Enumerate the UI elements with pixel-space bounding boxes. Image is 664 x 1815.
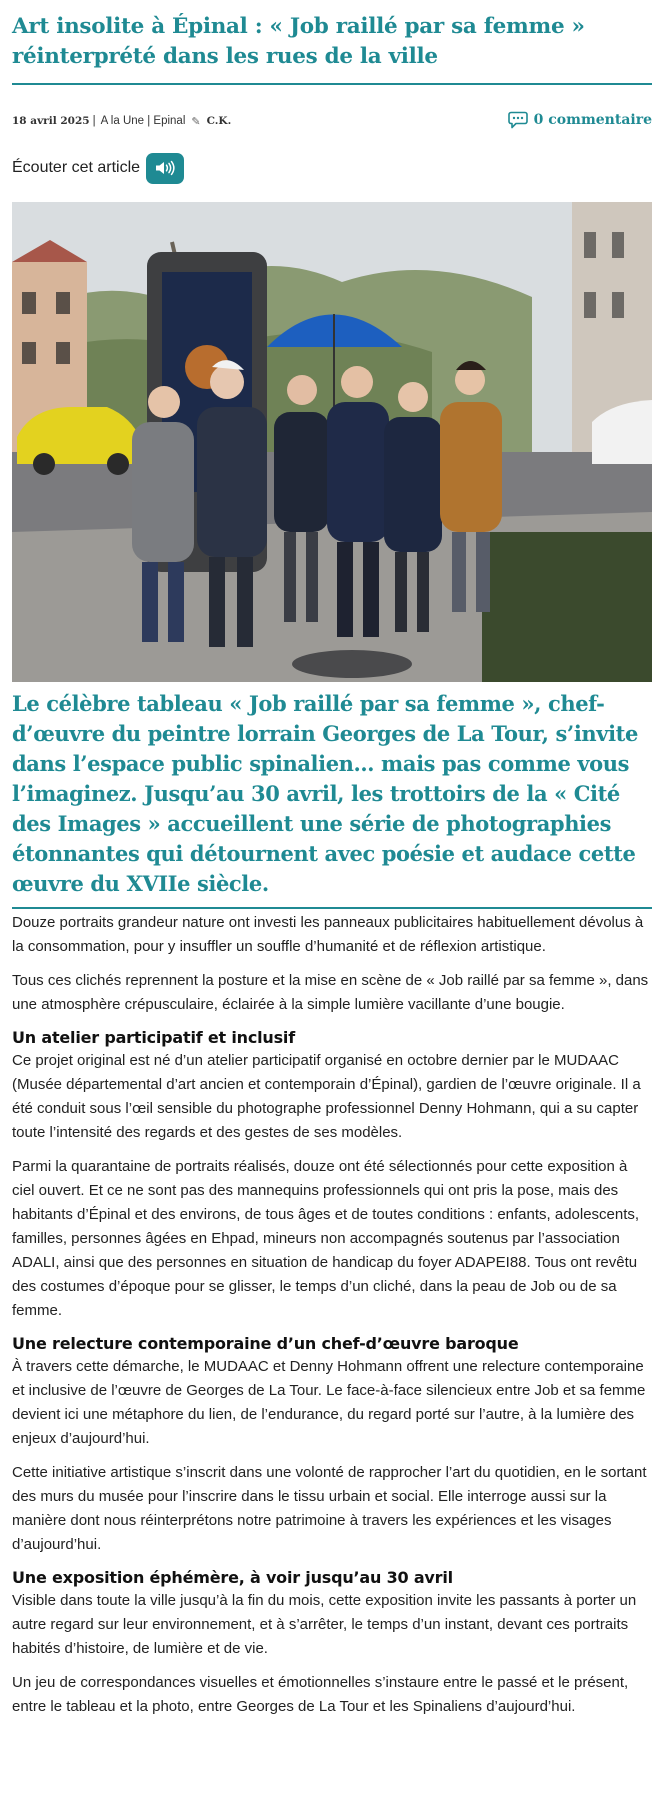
lead-divider <box>12 907 652 909</box>
paragraph: Un jeu de correspondances visuelles et émotionnelles s’instaure entre le passé et le présent, entre le tableau et la photo, entre Georges de La Tour et les Spinaliens d’aujourd’hui. <box>12 1674 629 1715</box>
paragraph: Parmi la quarantaine de portraits réalisés, douze ont été sélectionnés pour cette exposition à ciel ouvert. Et ce ne sont pas des mannequins professionnels qui ont pris la pose, mais des habitants d’Épinal et des environs, de tous âges et de toutes conditions : enfants, adolescents, familles, personnes âgées en Ehpad, mineurs non accompagnés soutenus par l’association ADALI, ainsi que des personnes en situation de handicap du foyer ADAPEI88. Tous ont revêtu des costumes d’époque pour se glisser, le temps d’un cliché, dans la peau de Job ou de sa femme. <box>12 1158 640 1319</box>
paragraph: À travers cette démarche, le MUDAAC et Denny Hohmann offrent une relecture contemporaine et inclusive de l’œuvre de Georges de La Tour. Le face-à-face silencieux entre Job et sa femme devient ici une métaphore du lien, de l’endurance, du regard porté sur l’autre, à la lumière des enjeux d’aujourd’hui. <box>12 1358 646 1447</box>
section-heading: Une relecture contemporaine d’un chef-d’œuvre baroque <box>12 1334 519 1353</box>
article-title: Art insolite à Épinal : « Job raillé par sa femme » réinterprété dans les rues de la ville <box>12 14 585 69</box>
listen-button[interactable] <box>146 153 184 184</box>
article-author[interactable]: C.K. <box>206 115 232 127</box>
paragraph: Cette initiative artistique s’inscrit dans une volonté de rapprocher l’art du quotidien, en le sortant des murs du musée pour l’inscrire dans le tissu urbain et social. Elle interroge aussi sur la manière dont nous réinterprétons notre patrimoine à travers les expériences et les visages d’aujourd’hui. <box>12 1464 647 1553</box>
article-meta <box>12 111 652 131</box>
listen-label: Écouter cet article <box>12 159 141 176</box>
title-divider <box>12 83 652 85</box>
article-category[interactable]: A la Une | Epinal <box>100 115 186 127</box>
article-body <box>12 911 652 1719</box>
article <box>12 0 652 1729</box>
listen-row <box>12 152 652 184</box>
article-lead: Le célèbre tableau « Job raillé par sa femme », chef-d’œuvre du peintre lorrain Georges de La Tour, s’invite dans l’espace public spinalien… mais pas comme vous l’imaginez. Jusqu’au 30 avril, les trottoirs de la « Cité des Images » accueillent une série de photographies étonnantes qui détournent avec poésie et audace cette œuvre du XVIIe siècle. <box>12 691 638 896</box>
speaker-icon <box>154 160 176 176</box>
pencil-icon: ✎ <box>191 115 201 128</box>
section-heading: Un atelier participatif et inclusif <box>12 1028 295 1047</box>
comments-count: 0 commentaire <box>533 112 652 128</box>
meta-separator: | <box>92 115 96 127</box>
paragraph: Visible dans toute la ville jusqu’à la fin du mois, cette exposition invite les passants à porter un autre regard sur leur environnement, et à s’arrêter, le temps d’un instant, devant ces portraits habités d’histoire, de lumière et de vie. <box>12 1592 637 1657</box>
speech-bubble-icon <box>508 111 528 129</box>
paragraph: Douze portraits grandeur nature ont investi les panneaux publicitaires habituellement dévolus à la consommation, pour y insuffler un souffle d’humanité et de réflexion artistique. <box>12 914 644 955</box>
article-photo <box>12 202 652 682</box>
paragraph: Ce projet original est né d’un atelier participatif organisé en octobre dernier par le MUDAAC (Musée départemental d’art ancien et contemporain d’Épinal), gardien de l’œuvre originale. Il a été conduit sous l’œil sensible du photographe professionnel Denny Hohmann, qui a su capter toute l’intensité des regards et des gestes de ses modèles. <box>12 1052 641 1141</box>
comments-link[interactable] <box>508 111 652 129</box>
article-date: 18 avril 2025 <box>12 115 90 127</box>
section-heading: Une exposition éphémère, à voir jusqu’au 30 avril <box>12 1568 453 1587</box>
paragraph: Tous ces clichés reprennent la posture et la mise en scène de « Job raillé par sa femme », dans une atmosphère crépusculaire, éclairée à la simple lumière vacillante d’une bougie. <box>12 972 649 1013</box>
